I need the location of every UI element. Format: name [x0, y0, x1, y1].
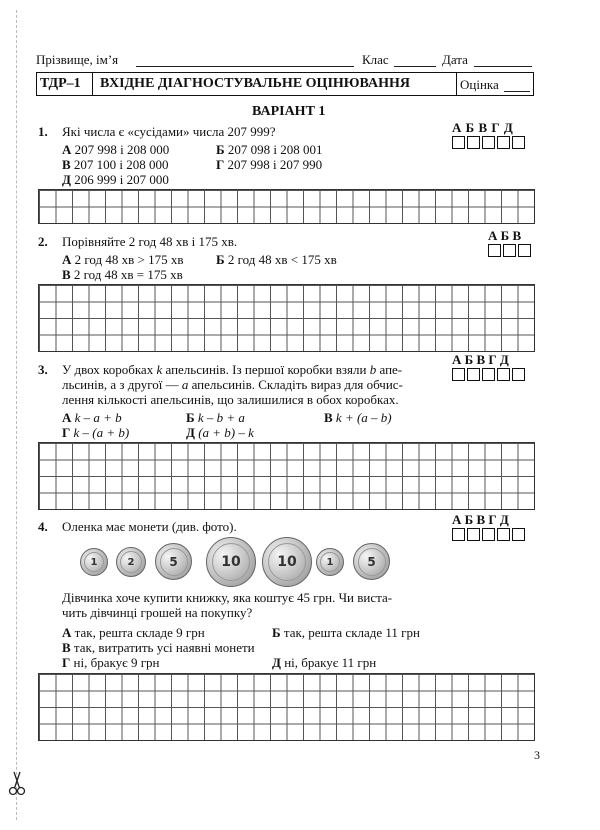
- coin-image: [116, 547, 146, 577]
- q3-opt-d: (a + b) – k: [198, 425, 254, 440]
- q4-opt-a-letter: А: [62, 625, 72, 640]
- q3-answer-boxes[interactable]: [452, 368, 525, 381]
- q3-opt-g-letter: Г: [62, 425, 71, 440]
- q1-work-grid[interactable]: [38, 189, 535, 224]
- q4-work-grid[interactable]: [38, 673, 535, 741]
- date-field[interactable]: [474, 66, 532, 67]
- q4-opt-d-letter: Д: [272, 655, 281, 670]
- coin-image: [155, 543, 192, 580]
- q3-line-1: У двох коробках k апельсинів. Із першої коробки взяли b апе-: [62, 362, 403, 377]
- q4-opt-a: так, решта складе 9 грн: [74, 625, 205, 640]
- coin-denomination: 2: [120, 551, 142, 573]
- coin-denomination: 10: [268, 543, 306, 581]
- q4-line-1: Дівчинка хоче купити книжку, яка коштує 45 грн. Чи виста-: [62, 590, 393, 605]
- q2-work-grid[interactable]: [38, 284, 535, 352]
- q3-opt-b: k – b + a: [197, 410, 245, 425]
- q4-line-2: чить дівчинці грошей на покупку?: [62, 605, 253, 620]
- class-label: Клас: [362, 52, 389, 67]
- q4-answer-boxes[interactable]: [452, 528, 525, 541]
- q1-opt-a-letter: А: [62, 142, 72, 157]
- q2-answer-boxes[interactable]: [488, 244, 531, 257]
- q2-opt-a-letter: А: [62, 252, 72, 267]
- q3-opt-d-letter: Д: [186, 425, 195, 440]
- q3-opt-a-letter: А: [62, 410, 72, 425]
- q3-number: 3.: [38, 362, 48, 377]
- q2-opt-v: 2 год 48 хв = 175 хв: [73, 267, 183, 282]
- surname-field[interactable]: [136, 66, 354, 67]
- date-label: Дата: [442, 52, 468, 67]
- title-divider: [92, 72, 93, 96]
- q3-line-2: льсинів, а з другої — a апельсинів. Складіть вираз для обчис-: [62, 377, 403, 392]
- grade-label: Оцінка: [460, 77, 499, 92]
- coin-denomination: 5: [358, 548, 386, 576]
- q3-opt-a: k – a + b: [74, 410, 122, 425]
- title-divider: [456, 72, 457, 96]
- q3-work-grid[interactable]: [38, 442, 535, 510]
- q2-text: Порівняйте 2 год 48 хв і 175 хв.: [62, 234, 238, 249]
- q4-text: Оленка має монети (див. фото).: [62, 519, 237, 534]
- q3-opt-v-letter: В: [324, 410, 333, 425]
- q2-number: 2.: [38, 234, 48, 249]
- q3-line-3: лення кількості апельсинів, що залишилися в обох коробках.: [62, 392, 399, 407]
- q2-answer-letters: А Б В: [488, 228, 522, 243]
- q4-opt-v-letter: В: [62, 640, 71, 655]
- coin-image: [353, 543, 390, 580]
- q4-opt-g: ні, бракує 9 грн: [73, 655, 160, 670]
- test-code: ТДР–1: [40, 76, 81, 91]
- coin-image: [80, 548, 108, 576]
- q1-opt-a: 207 998 і 208 000: [74, 142, 170, 157]
- q4-number: 4.: [38, 519, 48, 534]
- coin-denomination: 10: [212, 543, 250, 581]
- q1-opt-v: 207 100 і 208 000: [73, 157, 169, 172]
- q4-answer-letters: А Б В Г Д: [452, 512, 509, 527]
- grade-field[interactable]: [504, 91, 530, 92]
- q1-opt-g-letter: Г: [216, 157, 225, 172]
- q3-opt-b-letter: Б: [186, 410, 195, 425]
- scissors-icon: [8, 770, 26, 796]
- q3-answer-letters: А Б В Г Д: [452, 352, 509, 367]
- q1-opt-b: 207 098 і 208 001: [227, 142, 323, 157]
- q3-opt-v: k + (a – b): [335, 410, 392, 425]
- q4-opt-v: так, витратить усі наявні монети: [73, 640, 255, 655]
- q1-opt-g: 207 998 і 207 990: [227, 157, 323, 172]
- q1-opt-v-letter: В: [62, 157, 71, 172]
- q3-opt-g: k – (a + b): [73, 425, 130, 440]
- page-title: ВХІДНЕ ДІАГНОСТУВАЛЬНЕ ОЦІНЮВАННЯ: [100, 76, 410, 91]
- q2-opt-b: 2 год 48 хв < 175 хв: [227, 252, 337, 267]
- coin-image: [316, 548, 344, 576]
- q1-number: 1.: [38, 124, 48, 139]
- q4-opt-b-letter: Б: [272, 625, 281, 640]
- q4-opt-g-letter: Г: [62, 655, 71, 670]
- coin-image: [206, 537, 256, 587]
- q4-opt-b: так, решта складе 11 грн: [283, 625, 420, 640]
- variant-heading: ВАРІАНТ 1: [252, 104, 326, 119]
- coin-denomination: 1: [84, 552, 104, 572]
- coin-image: [262, 537, 312, 587]
- q1-opt-d: 206 999 і 207 000: [74, 172, 169, 187]
- coin-denomination: 5: [160, 548, 188, 576]
- class-field[interactable]: [394, 66, 436, 67]
- q1-answer-boxes[interactable]: [452, 136, 525, 149]
- page-number: 3: [534, 748, 540, 762]
- cut-line: [16, 10, 17, 820]
- q2-opt-a: 2 год 48 хв > 175 хв: [74, 252, 184, 267]
- coin-denomination: 1: [320, 552, 340, 572]
- surname-label: Прізвище, ім’я: [36, 52, 119, 67]
- q2-opt-b-letter: Б: [216, 252, 225, 267]
- q1-text: Які числа є «сусідами» числа 207 999?: [62, 124, 276, 139]
- q4-opt-d: ні, бракує 11 грн: [284, 655, 377, 670]
- q1-answer-letters: А Б В Г Д: [452, 120, 513, 135]
- q2-opt-v-letter: В: [62, 267, 71, 282]
- q1-opt-b-letter: Б: [216, 142, 225, 157]
- q1-opt-d-letter: Д: [62, 172, 71, 187]
